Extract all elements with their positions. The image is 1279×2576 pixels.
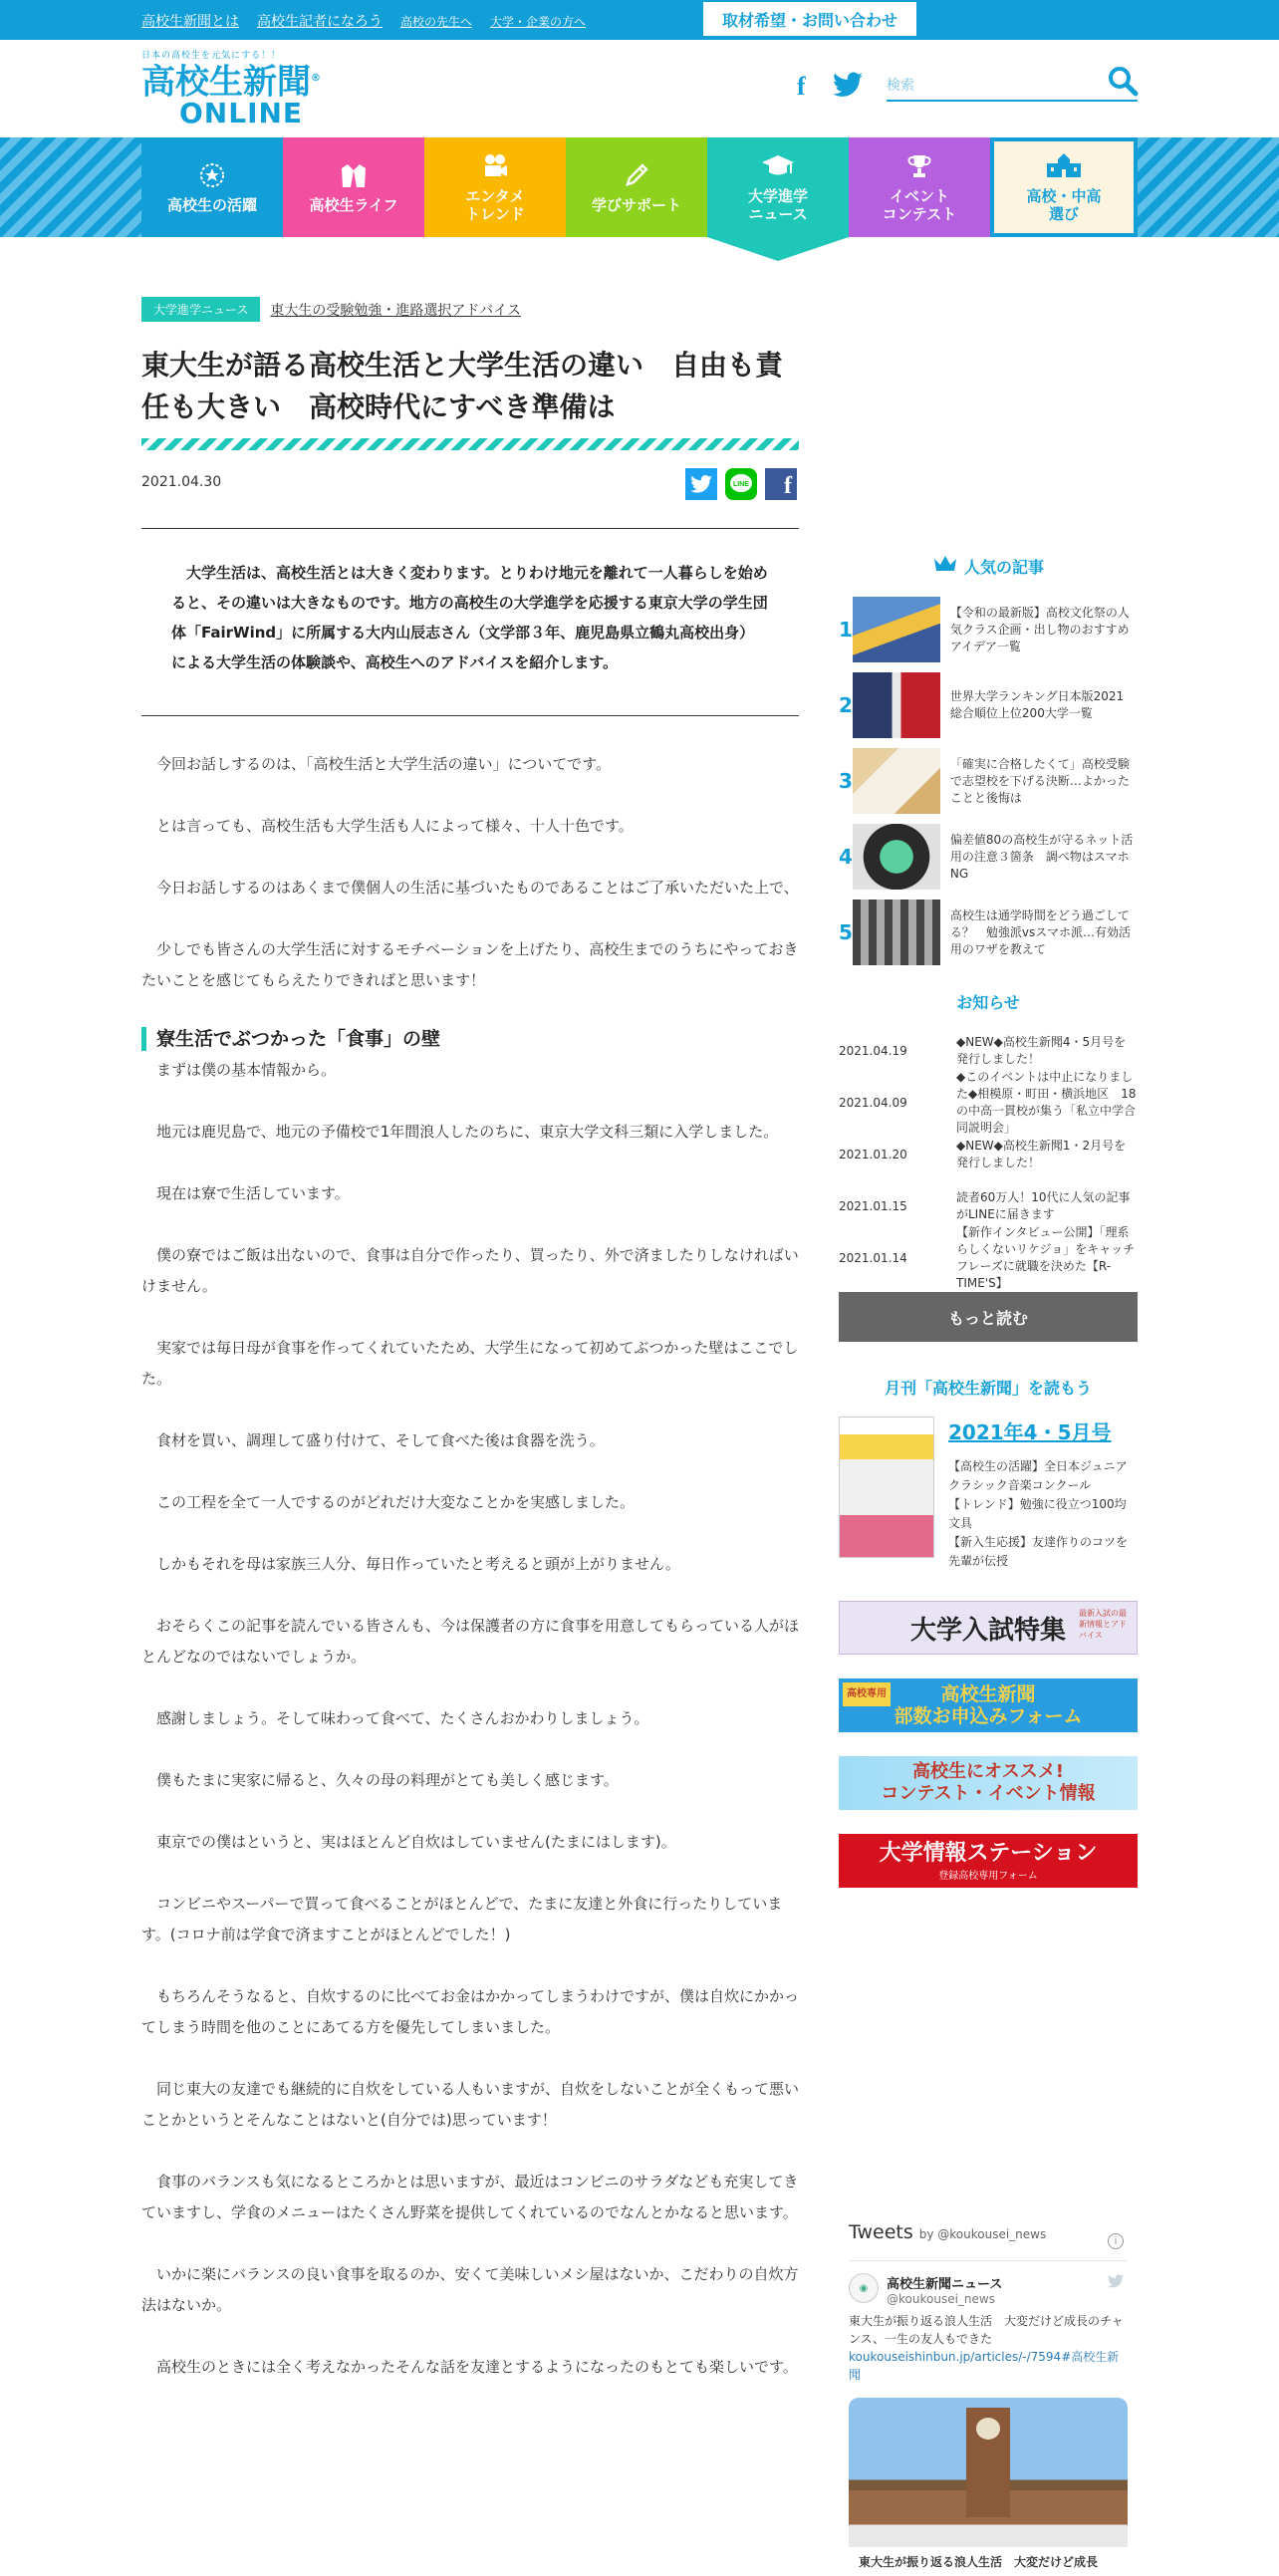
logo-main: 高校生新聞® — [141, 62, 321, 103]
top-links — [141, 11, 586, 31]
rank-title: 【令和の最新版】高校文化祭の人気クラス企画・出し物のおすすめアイデア一覧 — [949, 605, 1130, 653]
rank-thumbnail — [853, 900, 940, 965]
nav-label: 大学進学 ニュース — [747, 187, 808, 223]
pencil-icon — [620, 160, 653, 190]
ranking-list — [839, 592, 1138, 970]
article-paragraph: 現在は寮で生活しています。 — [156, 1184, 350, 1202]
banner-title: 大学情報ステーション — [879, 1840, 1098, 1866]
svg-text:LINE: LINE — [733, 481, 749, 488]
lead-rule-bottom — [141, 715, 799, 716]
article-paragraph: 地元は鹿児島で、地元の予備校で1年間浪人したのちに、東京大学文科三類に入学しました。 — [156, 1123, 779, 1141]
news-title: 読者60万人！10代に人気の記事がLINEに届きます — [956, 1190, 1131, 1221]
banner-university-station[interactable] — [839, 1834, 1138, 1888]
nav-label: イベント コンテスト — [882, 187, 957, 223]
rank-number: 5 — [839, 920, 853, 944]
info-icon[interactable]: i — [1108, 2233, 1124, 2249]
ranking-item[interactable] — [839, 667, 1138, 743]
ranking-item[interactable] — [839, 592, 1138, 667]
top-link-companies[interactable]: 大学・企業の方へ — [490, 15, 587, 29]
banner-tag: 高校専用 — [843, 1682, 891, 1706]
top-link-about[interactable]: 高校生新聞とは — [141, 14, 239, 30]
nav-label: エンタメ トレンド — [465, 187, 525, 223]
section-heading: 寮生活でぶつかった「食事」の壁 — [141, 1027, 799, 1051]
tweet-card-image[interactable] — [849, 2398, 1128, 2547]
top-link-reporter[interactable]: 高校生記者になろう — [257, 14, 383, 30]
banner-title: 高校生にオススメ! コンテスト・イベント情報 — [881, 1761, 1096, 1804]
article-paragraph: 少しでも皆さんの大学生活に対するモチベーションを上げたり、高校生までのうちにやっておきたいことを感じてもらえたりできればと思います！ — [141, 940, 799, 989]
logo-tagline: 日本の高校生を元気にする！！ — [141, 51, 282, 61]
ranking-item[interactable] — [839, 743, 1138, 819]
article-paragraph: 同じ東大の友達でも継続的に自炊をしている人もいますが、自炊をしないことが全くもって悪いことかというとそんなことはないと(自分では)思っています！ — [141, 2080, 800, 2129]
nav-item-katsuyaku[interactable] — [141, 137, 283, 237]
nav-label: 高校生の活躍 — [166, 196, 257, 214]
news-item[interactable] — [839, 1070, 1138, 1135]
subcategory-link[interactable]: 東大生の受験勉強・進路選択アドバイス — [270, 302, 521, 319]
rank-number: 1 — [839, 618, 853, 642]
title-stripe — [141, 438, 799, 450]
news-list — [839, 1025, 1138, 1290]
rank-title: 世界大学ランキング日本版2021 総合順位上位200大学一覧 — [949, 689, 1137, 720]
share-line-icon[interactable] — [725, 468, 757, 500]
crown-icon — [932, 554, 958, 578]
twitter-bird-icon — [1108, 2273, 1124, 2292]
article-paragraph: いかに楽にバランスの良い食事を取るのか、安くて美味しいメシ屋はないか、こだわりの自炊方法はないか。 — [141, 2265, 799, 2314]
article-paragraph: もちろんそうなると、自炊するのに比べてお金はかかってしまうわけですが、僕は自炊にかかってしまう時間を他のことにあてる方を優先してしまいました。 — [141, 1987, 800, 2036]
facebook-icon[interactable]: f — [797, 72, 806, 101]
tweets-header — [849, 2221, 1128, 2261]
rank-thumbnail — [853, 597, 940, 662]
article-title: 東大生が語る高校生活と大学生活の違い 自由も責任も大きい 高校時代にすべき準備は — [141, 349, 784, 423]
news-date: 2021.01.15 — [839, 1199, 907, 1213]
tweet-user-handle: @koukousei_news — [887, 2292, 995, 2306]
popular-heading: 人気の記事 — [839, 554, 1138, 578]
trophy-icon — [902, 151, 936, 181]
nav-label: 高校生ライフ — [309, 196, 398, 214]
tweet-link[interactable]: koukouseishinbun.jp/articles/-/7594#高校生新聞 — [849, 2350, 1120, 2382]
contact-button[interactable]: 取材希望・お問い合わせ — [703, 2, 916, 36]
nav-item-life[interactable] — [283, 137, 424, 237]
rank-title: 「確実に合格したくて」高校受験で志望校を下げる決断…よかったことと後悔は — [949, 756, 1130, 805]
article-paragraph: 僕もたまに実家に帰ると、久々の母の料理がとても美しく感じます。 — [156, 1771, 619, 1789]
rank-thumbnail — [853, 748, 940, 814]
tweet-text: 東大生が振り返る浪人生活 大変だけど成長のチャンス、一生の友人もできた koukouseishinbun.jp/articles/-/7594#高校生新聞 — [849, 2314, 1124, 2382]
magazine-cover[interactable] — [839, 1417, 934, 1558]
star-badge-icon — [195, 160, 229, 190]
news-title: ◆NEW◆高校生新聞4・5月号を発行しました！ — [956, 1035, 1127, 1066]
logo-online: ONLINE — [179, 97, 304, 130]
banner-title: 高校生新聞 部数お申込みフォーム — [894, 1683, 1083, 1727]
article-paragraph: 東京での僕はというと、実はほとんど自炊はしていません(たまにはします)。 — [156, 1833, 676, 1851]
news-item[interactable] — [839, 1225, 1138, 1290]
search-icon[interactable] — [1108, 66, 1138, 100]
avatar: ◉ — [849, 2273, 879, 2303]
read-more-button[interactable]: もっと読む — [839, 1292, 1138, 1342]
banner-title: 大学入試特集 — [909, 1615, 1066, 1646]
article-paragraph: おそらくこの記事を読んでいる皆さんも、今は保護者の方に食事を用意してもらっている人がほとんどなのではないでしょうか。 — [141, 1617, 800, 1666]
tweet-user-name: 高校生新聞ニュース — [887, 2277, 1003, 2292]
magazine-heading: 月刊「高校生新聞」を読もう — [884, 1379, 1092, 1398]
magazine-issue-link[interactable]: 2021年4・5月号 — [948, 1420, 1112, 1444]
rank-number: 4 — [839, 845, 853, 869]
article-paragraph: しかもそれを母は家族三人分、毎日作っていたと考えると頭が上がりません。 — [156, 1555, 680, 1573]
rank-title: 高校生は通学時間をどう過ごしてる？ 勉強派vsスマホ派…有効活用のワザを教えて — [949, 907, 1132, 956]
article-paragraph: 実家では毎日母が食事を作ってくれていたため、大学生になって初めてぶつかった壁はここでした。 — [141, 1339, 799, 1388]
news-date: 2021.04.09 — [839, 1096, 907, 1110]
share-facebook-icon[interactable]: f — [765, 468, 797, 500]
tweet-user[interactable] — [849, 2273, 1128, 2306]
banner-admissions[interactable] — [839, 1601, 1138, 1655]
article-paragraph: 感謝しましょう。そして味わって食べて、たくさんおかわりしましょう。 — [156, 1709, 649, 1727]
search-box — [887, 66, 1138, 102]
article-paragraph: とは言っても、高校生活も大学生活も人によって様々、十人十色です。 — [156, 817, 634, 835]
nav-item-entame[interactable] — [424, 137, 566, 237]
nav-item-event[interactable] — [849, 137, 990, 237]
nav-label: 高校・中高 選び — [1026, 187, 1102, 223]
sidebar — [839, 554, 1138, 1888]
lead-rule-top — [141, 528, 799, 529]
site-logo[interactable] — [141, 48, 341, 129]
article-paragraph: コンビニやスーパーで買って食べることがほとんどで、たまに友達と外食に行ったりしています。(コロナ前は学食で済ますことがほとんどでした！) — [141, 1895, 783, 1943]
magazine-description: 【高校生の活躍】全日本ジュニアクラシック音楽コンクール 【トレンド】勉強に役立つ100均文具 【新入生応援】友達作りのコツを先輩が伝授 — [948, 1459, 1129, 1568]
news-date: 2021.04.19 — [839, 1044, 907, 1058]
rank-thumbnail — [853, 672, 940, 738]
banner-subtitle: 最新入試の最新情報とアドバイス — [1079, 1609, 1127, 1640]
article-paragraph: 高校生のときには全く考えなかったそんな話を友達とするようになったのもとても楽しいです。 — [156, 2358, 798, 2376]
article-paragraph: まずは僕の基本情報から。 — [156, 1061, 337, 1079]
category-badge[interactable]: 大学進学ニュース — [141, 297, 260, 322]
school-building-icon — [1044, 151, 1084, 183]
article-body — [141, 749, 799, 2414]
main-nav — [141, 137, 1138, 237]
banner-contest-info[interactable] — [839, 1756, 1138, 1810]
rank-number: 2 — [839, 693, 853, 717]
nav-item-manabi[interactable] — [566, 137, 707, 237]
article-paragraph: 今回お話しするのは、「高校生活と大学生活の違い」についてです。 — [156, 755, 612, 773]
top-link-teachers[interactable]: 高校の先生へ — [400, 15, 473, 29]
article-date: 2021.04.30 — [141, 474, 222, 490]
rank-number: 3 — [839, 769, 853, 793]
blazer-icon — [337, 160, 371, 190]
ranking-item[interactable] — [839, 819, 1138, 895]
search-input[interactable] — [887, 70, 1086, 100]
article-paragraph: 僕の寮ではご飯は出ないので、食事は自分で作ったり、買ったり、外で済ましたりしなければいけません。 — [141, 1246, 799, 1295]
article-lead: 大学生活は、高校生活とは大きく変わります。とりわけ地元を離れて一人暮らしを始めると、その違いは大きなものです。地方の高校生の大学進学を応援する東京大学の学生団体「FairWind」に所属する大内山辰志さん（文学部３年、鹿児島県立鶴丸高校出身）による大学生活の体験談や、高校生へのアドバイスを紹介します。 — [171, 564, 768, 671]
video-camera-icon — [478, 151, 512, 181]
rank-title: 偏差値80の高校生が守るネット活用の注意３箇条 調べ物はスマホNG — [949, 832, 1134, 881]
banner-subtitle: 登録高校専用フォーム — [938, 1870, 1038, 1882]
article-paragraph: 食事のバランスも気になるところかとは思いますが、最近はコンビニのサラダなども充実してきていますし、学食のメニューはたくさん野菜を提供してくれているのでなんとかなると思います。 — [141, 2173, 799, 2221]
magazine-box — [839, 1417, 1138, 1571]
top-bar — [0, 0, 1279, 40]
nav-item-daigaku[interactable] — [707, 137, 849, 237]
news-title: 【新作インタビュー公開】「理系らしくないリケジョ」をキャッチフレーズに就職を決めた【R-TIME'S】 — [956, 1225, 1136, 1290]
twitter-icon[interactable] — [833, 72, 863, 102]
article-paragraph: 食材を買い、調理して盛り付けて、そして食べた後は食器を洗う。 — [156, 1431, 605, 1449]
news-date: 2021.01.20 — [839, 1148, 907, 1161]
article-paragraph: この工程を全て一人でするのがどれだけ大変なことかを実感しました。 — [156, 1493, 636, 1511]
graduation-cap-icon — [761, 151, 795, 181]
share-twitter-icon[interactable] — [685, 468, 717, 500]
tweet-card-caption: 東大生が振り返る浪人生活 大変だけど成長 — [849, 2547, 1128, 2576]
news-title: ◆NEW◆高校生新聞1・2月号を発行しました！ — [956, 1139, 1127, 1169]
news-heading: お知らせ — [956, 993, 1020, 1012]
rank-thumbnail — [853, 824, 940, 890]
news-date: 2021.01.14 — [839, 1251, 907, 1265]
news-title: ◆このイベントは中止になりました◆相模原・町田・横浜地区 18の中高一貫校が集う「私立中学合同説明会」 — [956, 1070, 1137, 1135]
share-buttons — [685, 468, 797, 500]
twitter-timeline — [849, 2221, 1128, 2569]
nav-item-school-select[interactable] — [990, 137, 1138, 237]
nav-label: 学びサポート — [591, 196, 681, 214]
article-paragraph: 今日お話しするのはあくまで僕個人の生活に基づいたものであることはご了承いただいた上で、 — [156, 879, 799, 897]
banner-subscription-form[interactable] — [839, 1678, 1138, 1732]
breadcrumb — [141, 297, 521, 322]
ranking-item[interactable] — [839, 895, 1138, 970]
tweets-title: Tweets — [849, 2221, 913, 2243]
tweets-by[interactable]: by @koukousei_news — [918, 2227, 1047, 2241]
